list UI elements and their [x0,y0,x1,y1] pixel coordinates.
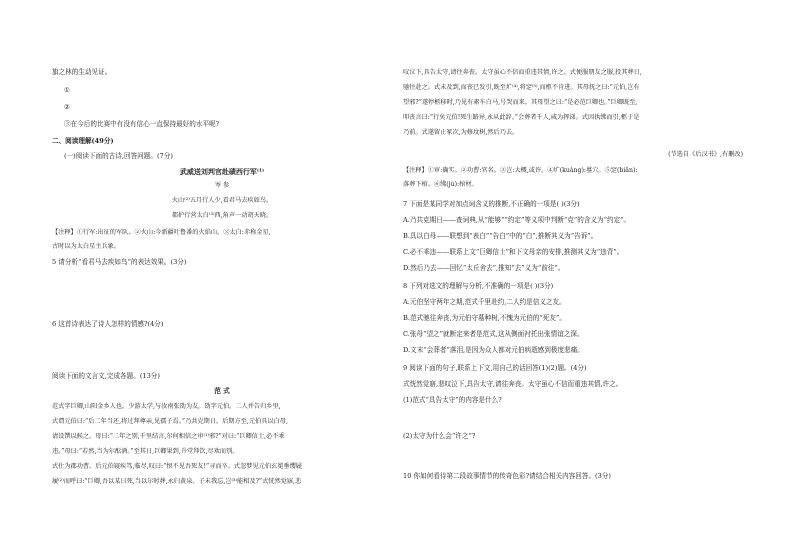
essay-line: 请设馔以候之。母曰:“二年之别,千里结言,尔何相信之审⁽¹⁾邪?”对曰:“巨卿信士,必不乖 [52,433,285,440]
answer-line-3: ③在今后的比赛中有没有信心一直保持最好的水平呢? [64,120,220,128]
section-heading: 二、阅读理解(49分) [52,137,114,145]
question-8: 8 下列对选文的理解与分析,不准确的一项是( )(3分) [403,282,554,290]
essay-note: 落葬下棺。⑥绋(jú):棺材。 [403,181,478,188]
poem-note: 古时以为太白星主兵象。 [52,243,121,250]
option-d: D.然后乃去——回忆“太丘舍去”,推知“去”义为“前往”。 [403,264,565,272]
question-7: 7 下面是某同学对加点词含义的推断,不正确的一项是( )(3分) [403,200,580,208]
answer-line-1: ① [64,86,70,94]
poem-line: 火山⁽²⁾五月行人少,看君马去疾如鸟。 [171,197,273,204]
poem-title: 武威送刘判官赴碛西行军⁽¹⁾ [179,167,265,176]
poem-instruction: (一)阅读下面的古诗,回答问题。(7分) [64,152,173,160]
essay-note: 【注释】①审:确实。②功曹:官名。③岂:大概,或许。④圹(kuàng):墓穴。⑤窆(biǎn): [403,167,638,174]
essay-line: 叹泣下,具告太守,请往奔丧。太守虽心不信而重违其情,许之。式便服朋友之服,投其葬日, [403,69,642,76]
question-9: 9 阅读下面的句子,联系上下文,用自己的话回答(1)(2)题。(4分) [403,364,587,372]
essay-line: 履⁽²⁾而呼曰:“巨卿,吾以某日死,当以尔时葬,永归黄泉。子未我忘,岂⁽³⁾能相及?”式恍然觉寤,悲 [52,478,302,485]
option-a: A.元伯坚守两年之期,范式千里赴约,二人约是信义之友。 [403,298,566,306]
poem-note: 【注释】①行军:出征的军队。②火山:今新疆吐鲁番的火焰山。③太白:赤称金星, [52,229,271,236]
option-d: D.文末“会葬者”落泪,是因为众人都对元伯病逝感到极度悲痛。 [403,346,584,354]
essay-line: 范式字巨卿,山阳金乡人也。少游太学,与汝南张劭为友。劭字元伯。二人并告归乡里, [52,403,281,410]
essay-line: 违。”母曰:“若然,当为尔酝酒。”至其日,巨卿果到,升堂拜饮,尽欢而别。 [52,448,239,455]
essay-title: 范 式 [214,387,230,395]
question-9-1: (1)范式“具告太守”的内容是什么? [403,396,502,404]
essay-line: 驰往赴之。式未及到,而丧已发引,既至圹⁽⁴⁾,将窆⁽⁵⁾,而柩不肯进。其母抚之曰:“元伯,岂有 [403,84,640,91]
essay-line: 叩丧言曰:“行矣元伯!死生路异,永从此辞。”会葬者千人,咸为挥涕。式因执绋而引,柩于是 [403,114,640,121]
option-a: A.乃共克期日——查词典,从“能够”“约定”等义项中判断“克”的含义为“约定”。 [403,216,631,224]
option-c: C.必不乖违——联系上文“巨卿信士”和下文母亲的安排,推测其义为“违背”。 [403,248,624,256]
reading-instruction: 阅读下面的文言文,完成各题。(13分) [52,372,160,380]
essay-line: 式谓元伯曰:“后二年当还,将过拜尊亲,见孺子焉。”乃共克期日。后期方至,元伯具以白母, [52,418,288,425]
option-b: B.范式驰往奔丧,为元伯守墓种树,不愧为元伯的“死友”。 [403,314,566,322]
essay-line: 乃前。式遂留止冢次,为修坟树,然后乃去。 [403,129,519,136]
question-5: 5 请分析“看君马去疾如鸟”的表达效果。(3分) [52,258,187,266]
text-line: 旗之林的生动见证。 [52,68,112,76]
essay-source: (节选自《后汉书》,有删改) [668,151,743,158]
question-9-passage: 式恍然觉寤,悲叹泣下,具告太守,请往奔丧。太守虽心不信而重违其情,许之。 [403,380,623,388]
option-b: B.具以白母——联想到“表白”“告白”中的“白”,推断其义为“告诉”。 [403,232,598,240]
question-10: 10 你如何看待第二段故事情节的传奇色彩?请结合相关内容回答。(3分) [403,472,611,480]
poem-line: 都护行营太白⁽³⁾西,角声一动胡天晓。 [171,212,273,219]
question-9-2: (2)太守为什么会“许之”? [403,432,476,440]
essay-line: 式仕为郡功曹。后元伯寝疾笃,临尽,叹曰:“恨不见吾死友!”寻而卒。式忽梦见元伯玄冕垂缨屣 [52,463,302,470]
option-c: C.张母“望之”就断定来者是范式,这从侧面衬托出张情谊之深。 [403,330,584,338]
question-6: 6 这首诗表达了诗人怎样的情感?(4分) [52,320,164,328]
essay-line: 望邪?”遂停柩移时,乃见有素车白马,号哭而来。其母望之曰:“是必范巨卿也。”巨卿既至, [403,99,638,106]
answer-line-2: ② [64,103,70,111]
poem-author: 岑 参 [214,182,230,189]
